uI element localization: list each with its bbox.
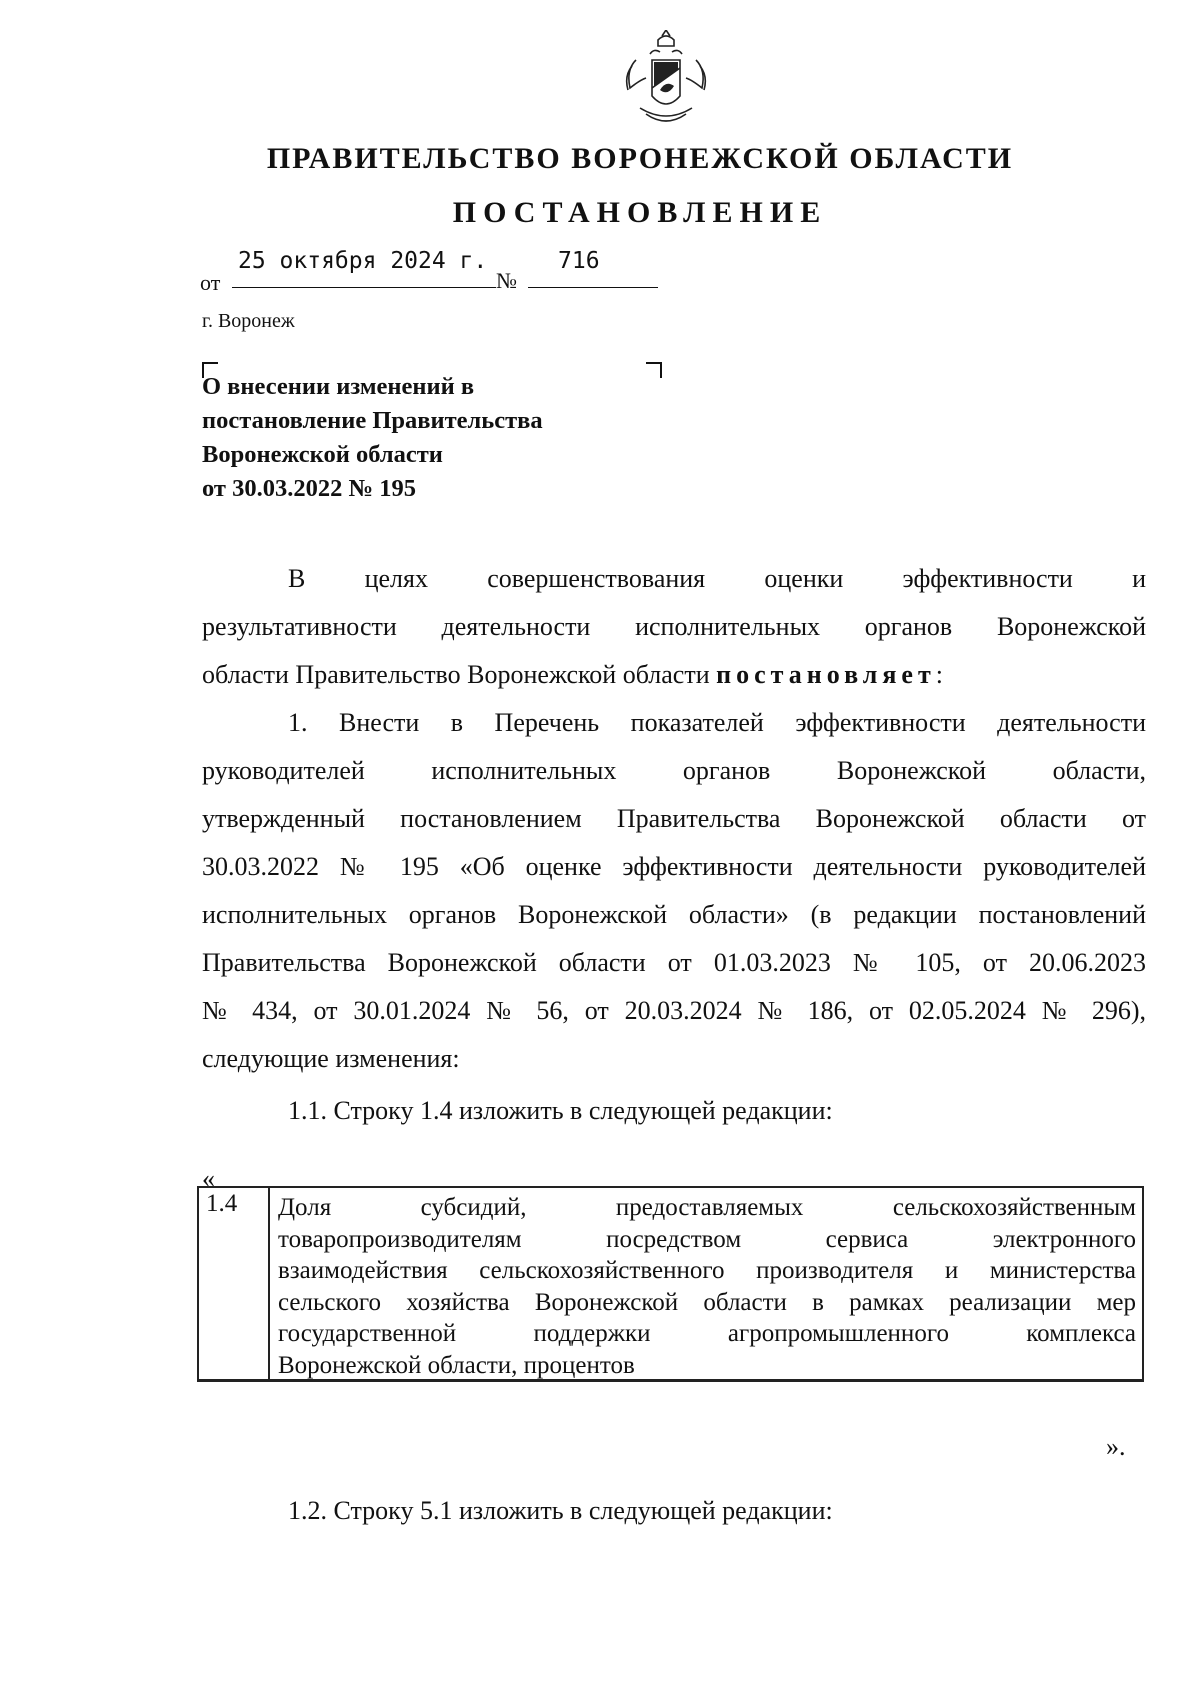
organization-title: ПРАВИТЕЛЬСТВО ВОРОНЕЖСКОЙ ОБЛАСТИ bbox=[266, 142, 1014, 175]
item-1-2: 1.2. Строку 5.1 изложить в следующей редакции: bbox=[288, 1496, 833, 1525]
table-row-text bbox=[278, 1192, 1136, 1381]
table-text-line: товаропроизводителям посредством сервиса электронного bbox=[278, 1225, 1136, 1253]
resolution-keyword: постановляет bbox=[716, 660, 936, 689]
preamble-line-last bbox=[202, 658, 943, 692]
item-1-line: руководителей исполнительных органов Воронежской области, bbox=[202, 756, 1146, 785]
table-column-divider bbox=[268, 1186, 270, 1382]
document-type: ПОСТАНОВЛЕНИЕ bbox=[452, 196, 828, 229]
opening-quote: « bbox=[202, 1164, 215, 1193]
date-prefix-label: от bbox=[200, 270, 221, 295]
preamble-text: области Правительство Воронежской области bbox=[202, 660, 717, 689]
city-label: г. Воронеж bbox=[202, 310, 295, 332]
subject-line: постановление Правительства bbox=[202, 407, 543, 434]
item-1-1: 1.1. Строку 1.4 изложить в следующей редакции: bbox=[288, 1096, 833, 1125]
table-text-line: взаимодействия сельскохозяйственного производителя и министерства bbox=[278, 1257, 1136, 1284]
item-1-line: 30.03.2022 № 195 «Об оценке эффективности деятельности руководителей bbox=[202, 852, 1146, 881]
item-1-line: исполнительных органов Воронежской области» (в редакции постановлений bbox=[202, 900, 1146, 929]
coat-of-arms-emblem bbox=[616, 30, 716, 130]
subject-line: от 30.03.2022 № 195 bbox=[202, 475, 416, 502]
table-row-number: 1.4 bbox=[206, 1190, 238, 1217]
table-text-line: сельского хозяйства Воронежской области в рамках реализации мер bbox=[278, 1288, 1136, 1316]
closing-quote: ». bbox=[1106, 1432, 1126, 1461]
subject-line: О внесении изменений в bbox=[202, 373, 475, 400]
table-text-line: Доля субсидий, предоставляемых сельскохозяйственным bbox=[278, 1194, 1136, 1221]
item-1-line-last: следующие изменения: bbox=[202, 1044, 460, 1073]
preamble-colon: : bbox=[935, 660, 943, 689]
number-label: № bbox=[496, 268, 517, 293]
table-text-line: государственной поддержки агропромышленного комплекса bbox=[278, 1320, 1136, 1347]
table-text-line: Воронежской области, процентов bbox=[278, 1351, 635, 1379]
item-1-line: 1. Внести в Перечень показателей эффективности деятельности bbox=[288, 708, 1146, 737]
document-number: 716 bbox=[528, 246, 658, 288]
subject-line: Воронежской области bbox=[202, 441, 443, 468]
item-1-line: утвержденный постановлением Правительства Воронежской области от bbox=[202, 804, 1146, 833]
item-1-line: № 434, от 30.01.2024 № 56, от 20.03.2024 № 186, от 02.05.2024 № 296), bbox=[202, 996, 1146, 1025]
preamble-line: В целях совершенствования оценки эффективности и bbox=[288, 564, 1146, 593]
preamble-line: результативности деятельности исполнительных органов Воронежской bbox=[202, 612, 1146, 641]
document-subject bbox=[202, 370, 662, 506]
item-1-line: Правительства Воронежской области от 01.03.2023 № 105, от 20.06.2023 bbox=[202, 948, 1146, 977]
document-date: 25 октября 2024 г. bbox=[232, 246, 496, 288]
